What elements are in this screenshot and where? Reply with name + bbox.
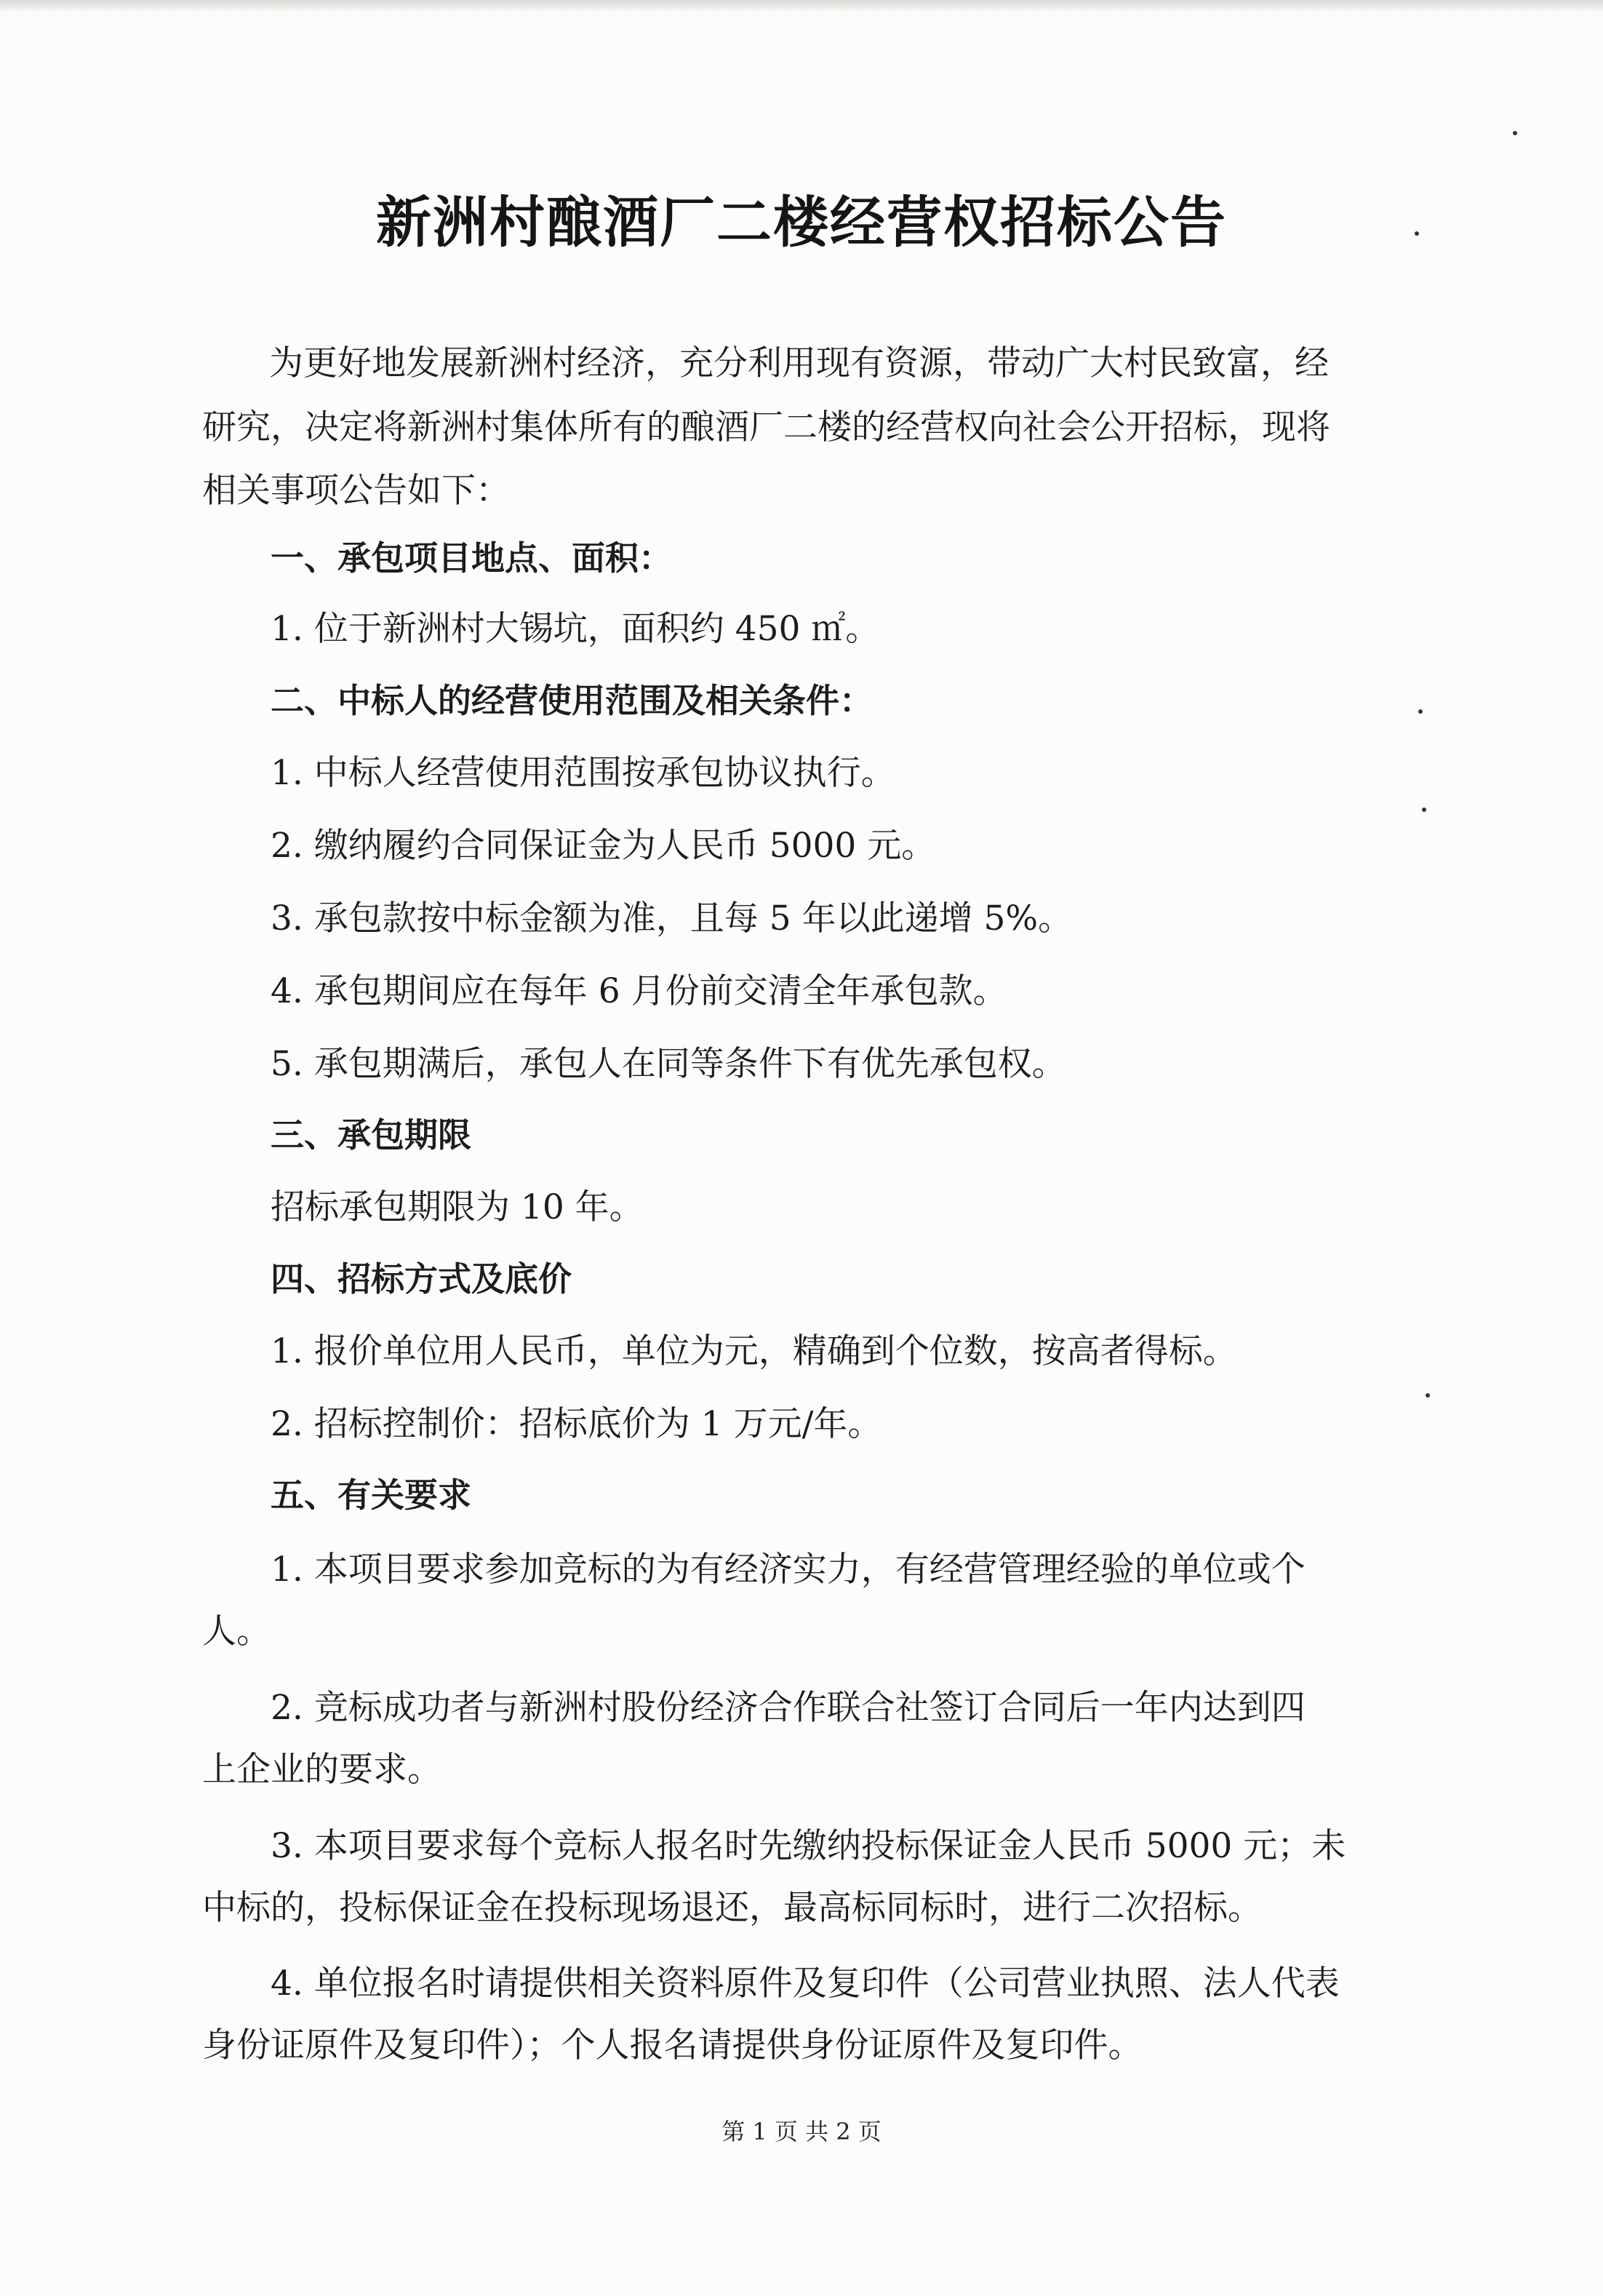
scan-speck	[1418, 709, 1423, 714]
section-2-item-1: 1. 中标人经营使用范围按承包协议执行。	[271, 753, 895, 793]
scan-speck	[1422, 808, 1426, 812]
intro-line-3: 相关事项公告如下：	[202, 471, 510, 511]
section-2-heading: 二、中标人的经营使用范围及相关条件：	[271, 681, 873, 720]
section-2-item-5: 5. 承包期满后，承包人在同等条件下有优先承包权。	[271, 1044, 1066, 1084]
document-title: 新洲村酿酒厂二楼经营权招标公告	[376, 190, 1227, 255]
section-1-item-1: 1. 位于新洲村大锡坑，面积约 450 ㎡。	[271, 609, 880, 649]
page-footer: 第 1 页 共 2 页	[721, 2118, 882, 2145]
scan-edge-shadow	[0, 0, 1603, 13]
section-5-item-4-line-1: 4. 单位报名时请提供相关资料原件及复印件（公司营业执照、法人代表	[271, 1964, 1340, 2004]
scan-speck	[1513, 131, 1517, 135]
section-5-item-1-line-1: 1. 本项目要求参加竞标的为有经济实力，有经营管理经验的单位或个	[271, 1550, 1306, 1590]
section-2-item-4: 4. 承包期间应在每年 6 月份前交清全年承包款。	[271, 971, 1007, 1011]
section-5-item-3-line-1: 3. 本项目要求每个竞标人报名时先缴纳投标保证金人民币 5000 元；未	[271, 1826, 1346, 1866]
section-2-item-2: 2. 缴纳履约合同保证金为人民币 5000 元。	[271, 826, 936, 866]
scan-speck	[1415, 231, 1419, 236]
section-1-heading: 一、承包项目地点、面积：	[271, 538, 672, 578]
section-5-item-4-line-2: 身份证原件及复印件）；个人报名请提供身份证原件及复印件。	[202, 2025, 1143, 2065]
section-4-item-2: 2. 招标控制价：招标底价为 1 万元/年。	[271, 1404, 882, 1444]
section-3-item-1: 招标承包期限为 10 年。	[271, 1187, 644, 1227]
section-3-heading: 三、承包期限	[271, 1115, 471, 1155]
section-5-item-1-line-2: 人。	[202, 1611, 271, 1651]
intro-line-2: 研究，决定将新洲村集体所有的酿酒厂二楼的经营权向社会公开招标，现将	[202, 407, 1330, 447]
intro-line-1: 为更好地发展新洲村经济，充分利用现有资源，带动广大村民致富，经	[269, 343, 1329, 383]
section-5-item-2-line-1: 2. 竞标成功者与新洲村股份经济合作联合社签订合同后一年内达到四	[271, 1688, 1306, 1728]
scan-speck	[1426, 1393, 1430, 1398]
section-4-heading: 四、招标方式及底价	[271, 1259, 572, 1299]
section-5-item-2-line-2: 上企业的要求。	[202, 1750, 441, 1790]
section-2-item-3: 3. 承包款按中标金额为准，且每 5 年以此递增 5%。	[271, 898, 1073, 938]
section-4-item-1: 1. 报价单位用人民币，单位为元，精确到个位数，按高者得标。	[271, 1331, 1237, 1371]
section-5-heading: 五、有关要求	[271, 1475, 471, 1515]
section-5-item-3-line-2: 中标的，投标保证金在投标现场退还，最高标同标时，进行二次招标。	[202, 1888, 1262, 1928]
